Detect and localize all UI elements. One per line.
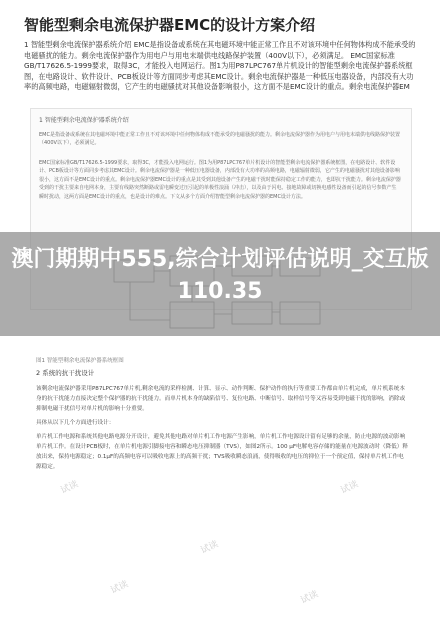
- inner-paragraph-2: EMC国家标准GB/T17626.5-1999要求，取得3C，才能投入电网运行。图1为用P87LPC767单片机设计的智能型剩余电流保护器系统框图，在电路设计、软件设计、PCB板设计等方面同步考虑其EMC设计。剩余电流保护器是一种低压电器设备，内部没有大功率的高频电路，电磁辐射微弱，它产生的电磁骚扰对其他设备影响很小，这方面不是EMC设计的重点。剩余电流保护器EMC设计的重点是其受到其他设备产生的电磁干扰时能保持稳定工作的能力，也即抗干扰能力。剩余电流保护器受到的干扰主要来自电网本身，主要有线路突然断路或雷电瞬变过压引起的单极性浪涌（冲击），以及由于闪电、接地故障或切换电感性设备而引起的信号参数产生瞬时扰动，这两方面是EMC设计的重点，也是设计的难点。下文从多个方面介绍智能型剩余电流保护器的EMC设计方法。: [39, 160, 401, 200]
- inner-section-heading: 1 智能型剩余电流保护器系统介绍: [39, 117, 129, 124]
- body-paragraph-3: 单片机工作电源和系统其他电路电源分开设计，避免其他电路对单片机工作电源产生影响，单片机工作电源设计留有足够的余量，防止电源的波动影响单片机工作。在设计PCB板时，在单片机电源引脚接电容和瞬态电压抑制器（TVS），如图2所示。100 μF电解电容存储的能量在电源波动时（降低）释放出来，保持电源稳定；0.1μF的高频电容可以吸收电源上的高频干扰；TVS吸收瞬态浪涌，使得吸收的电压的抑位于一个预定值，保持单片机工作电源稳定。: [36, 434, 408, 470]
- figure-caption: 图1 智能型剩余电流保护器系统框图: [36, 358, 124, 364]
- intro-paragraph: 1 智能型剩余电流保护器系统介绍 EMC是指设备或系统在其电磁环境中能正常工作且不对该环境中任何物体构成不能承受的电磁骚扰的能力。剩余电流保护器作为用电户与用电末端供电线路保护装置（400V以下），必须满足。 EMC国家标准GB/T17626.5-1999要求，取得3C，才能投入电网运行。图1为用P87LPC767单片机设计的智能型剩余电流保护器系统框图，在电路设计、软件设计、PCB板设计等方面同步考虑其EMC设计。剩余电流保护器是一种低压电器设备，内部没有大功率的高频电路，电磁辐射微弱，它产生的电磁骚扰对其他设备影响很小，这方面不是EMC设计的重点。剩余电流保护器EM: [24, 40, 416, 92]
- body-paragraph-1: 该剩余电流保护器采用P87LPC767单片机,剩余电流的采样检测、计算、显示、动作判断、保护动作的执行等重要工作都由单片机完成，单片机系统本身的抗干扰能力直接决定整个保护器的抗干扰能力。而单片机本身的缺陷信号、复位电路、中断信号、取样信号等又容易受到电磁干扰的影响，消除或抑制电磁干扰信号对单片机的影响十分重要。: [36, 386, 406, 412]
- watermark-text: 试读: [59, 479, 80, 497]
- watermark-text: 试读: [109, 579, 130, 597]
- inner-paragraph-1: EMC是指设备或系统在其电磁环境中能正常工作且不对该环境中任何物体构成不能承受的电磁骚扰的能力。剩余电流保护器作为用电户与用电末端供电线路保护装置（400V以下），必须满足。: [39, 132, 400, 147]
- document-title: 智能型剩余电流保护器EMC的设计方案介绍: [24, 16, 316, 34]
- watermark-text: 试读: [299, 589, 320, 607]
- overlay-banner-text: 澳门期期中555,综合计划评估说明_交互版110.35: [11, 247, 429, 304]
- watermark-text: 试读: [199, 539, 220, 557]
- section-heading: 2 系统的抗干扰设计: [36, 369, 95, 377]
- body-paragraph-2: 具体从以下几个方面进行设计：: [36, 420, 115, 426]
- watermark-text: 试读: [339, 479, 360, 497]
